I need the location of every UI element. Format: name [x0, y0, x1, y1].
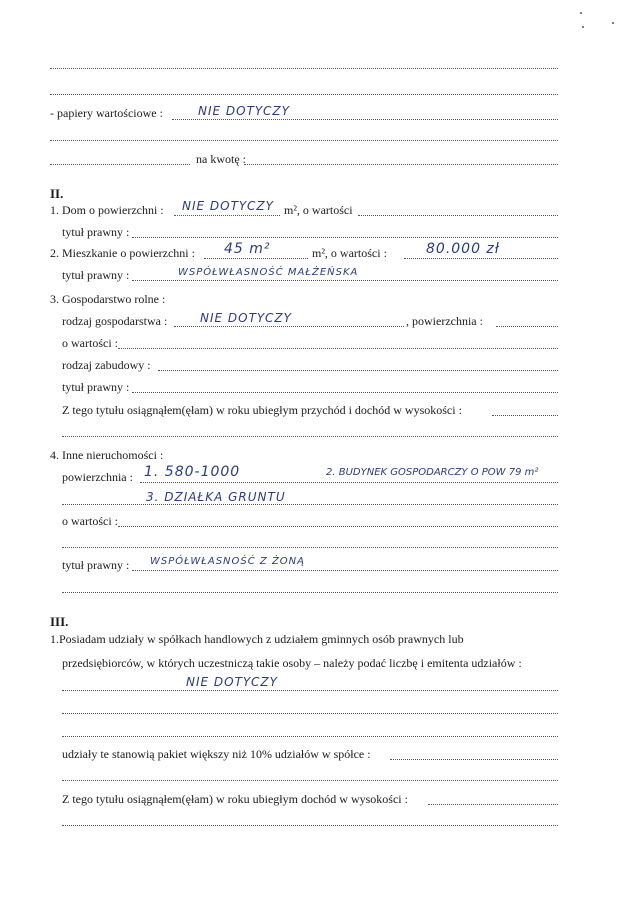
farm-income-field[interactable] [492, 415, 558, 416]
farm-type-field[interactable] [174, 326, 404, 327]
dotted-line [50, 164, 190, 165]
flat-worth-value: 80.000 zł [426, 241, 500, 257]
other-title-field-2[interactable] [62, 592, 558, 593]
securities-value: NIE DOTYCZY [198, 104, 290, 118]
shares-income-field[interactable] [428, 804, 558, 805]
other-title-field[interactable] [132, 570, 558, 571]
farm-income-label: Z tego tytułu osiągnąłem(ęłam) w roku ubiegłym przychód i dochód w wysokości : [62, 403, 462, 417]
dotted-line [50, 68, 558, 69]
other-label: 4. Inne nieruchomości : [50, 448, 164, 462]
shares-pct-label: udziały te stanowią pakiet większy niż 10% udziałów w spółce : [62, 747, 371, 761]
other-worth-label: o wartości : [62, 514, 118, 528]
section-ii-heading: II. [50, 186, 64, 201]
farm-title-label: tytuł prawny : [62, 380, 130, 394]
other-title-label: tytuł prawny : [62, 558, 130, 572]
dotted-line [50, 94, 558, 95]
other-item-1: 1. 580-1000 [144, 464, 241, 480]
flat-unit: m², o wartości : [312, 246, 387, 260]
house-title-field[interactable] [132, 237, 558, 238]
securities-label: - papiery wartościowe : [50, 106, 163, 120]
flat-area-field[interactable] [204, 258, 308, 259]
house-unit: m², o wartości [284, 203, 353, 217]
flat-worth-field[interactable] [404, 258, 558, 259]
shares-field-3[interactable] [62, 736, 558, 737]
section-iii-heading: III. [50, 614, 69, 629]
other-item-3: 3. DZIAŁKA GRUNTU [146, 490, 286, 504]
amount-label: na kwotę : [196, 152, 246, 166]
other-title-value: WSPÓŁWŁASNOŚĆ Z ŻONĄ [150, 556, 305, 567]
other-worth-field-2[interactable] [62, 547, 558, 548]
shares-income-field-2[interactable] [62, 825, 558, 826]
dotted-line [50, 140, 558, 141]
shares-field[interactable] [62, 690, 558, 691]
farm-worth-label: o wartości : [62, 336, 118, 350]
shares-field-2[interactable] [62, 713, 558, 714]
flat-title-value: WSPÓŁWŁASNOŚĆ MAŁŻEŃSKA [178, 267, 359, 278]
other-area-label: powierzchnia : [62, 470, 133, 484]
other-worth-field[interactable] [118, 526, 558, 527]
scan-speck [582, 26, 584, 28]
shares-text-2: przedsiębiorców, w których uczestniczą takie osoby – należy podać liczbę i emitenta udziałów : [62, 656, 522, 670]
securities-field[interactable] [172, 119, 558, 120]
house-area-field[interactable] [174, 215, 280, 216]
farm-area-field[interactable] [496, 326, 558, 327]
amount-field[interactable] [244, 164, 558, 165]
house-worth-field[interactable] [358, 215, 558, 216]
shares-value: NIE DOTYCZY [186, 675, 278, 689]
house-value: NIE DOTYCZY [182, 199, 274, 213]
other-area-field[interactable] [140, 482, 558, 483]
farm-type-label: rodzaj gospodarstwa : [62, 314, 168, 328]
flat-label: 2. Mieszkanie o powierzchni : [50, 246, 195, 260]
scan-speck [580, 12, 582, 14]
flat-area-value: 45 m² [224, 241, 271, 257]
shares-income-label: Z tego tytułu osiągnąłem(ęłam) w roku ubiegłym dochód w wysokości : [62, 792, 408, 806]
farm-worth-field[interactable] [118, 348, 558, 349]
farm-income-field-2[interactable] [62, 436, 558, 437]
flat-title-label: tytuł prawny : [62, 268, 130, 282]
other-item-2: 2. BUDYNEK GOSPODARCZY O POW 79 m² [326, 467, 539, 478]
farm-label: 3. Gospodarstwo rolne : [50, 292, 166, 306]
farm-title-field[interactable] [132, 392, 558, 393]
farm-buildings-field[interactable] [158, 370, 558, 371]
shares-pct-field-2[interactable] [62, 780, 558, 781]
farm-type-value: NIE DOTYCZY [200, 311, 292, 325]
shares-text-1: 1.Posiadam udziały w spółkach handlowych z udziałem gminnych osób prawnych lub [50, 632, 464, 646]
scan-speck [612, 22, 614, 24]
shares-pct-field[interactable] [390, 759, 558, 760]
other-area-field-2[interactable] [62, 504, 558, 505]
flat-title-field[interactable] [132, 280, 558, 281]
farm-area-label: , powierzchnia : [406, 314, 483, 328]
farm-buildings-label: rodzaj zabudowy : [62, 358, 151, 372]
house-label: 1. Dom o powierzchni : [50, 203, 164, 217]
house-title-label: tytuł prawny : [62, 225, 130, 239]
